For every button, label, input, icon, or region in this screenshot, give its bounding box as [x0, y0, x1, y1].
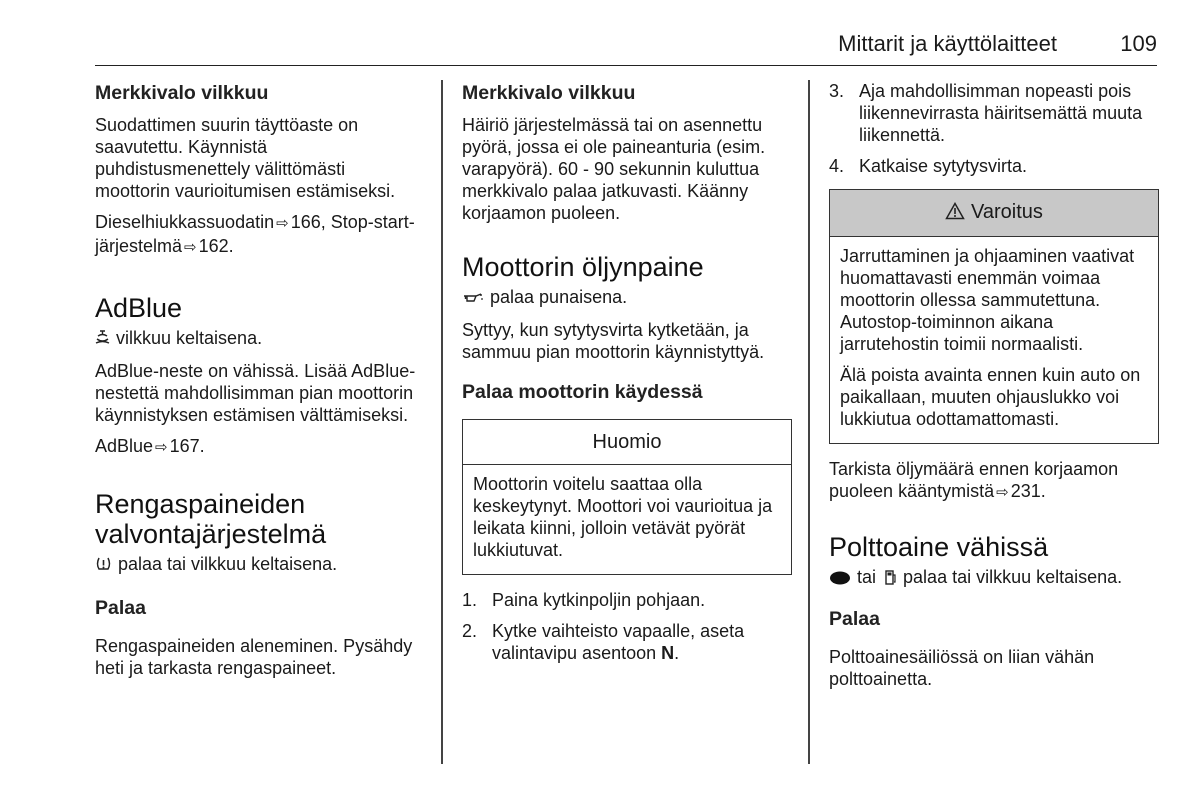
fuel-pump-icon	[885, 568, 897, 590]
section-title: Rengaspaineiden valvontajärjestelmä	[95, 489, 327, 549]
section-title: Polttoaine vähissä	[829, 532, 1049, 562]
tire-pressure-icon	[95, 555, 112, 577]
steps-list	[462, 589, 792, 664]
column-3	[829, 80, 1159, 699]
subsection-heading: Palaa	[95, 597, 146, 619]
cross-reference: AdBlue⇨ 167.	[95, 435, 425, 459]
steps-list	[829, 80, 1159, 177]
note-body: Moottorin voitelu saattaa olla keskeytynyt. Moottori voi vaurioitua ja leikata kiinni, jolloin vetävät pyörät lukkiutuvat.	[473, 474, 773, 560]
paragraph: Polttoainesäiliössä on liian vähän polttoainetta.	[829, 647, 1095, 689]
list-item: 4. Katkaise sytytysvirta.	[829, 156, 1028, 176]
oil-can-icon	[462, 288, 484, 310]
indicator-line: vilkkuu keltaisena.	[95, 327, 425, 351]
page-header	[95, 31, 1157, 66]
column-1	[95, 80, 425, 688]
warning-paragraph: Älä poista avainta ennen kuin auto on paikallaan, muuten ohjauslukko voi lukkiutua odottamattomasti.	[840, 365, 1141, 429]
subsection-heading: Palaa	[829, 608, 880, 630]
cross-reference: Dieselhiukkassuodatin⇨ 166, Stop-start-järjestelmä⇨ 162.	[95, 211, 425, 259]
paragraph: Häiriö järjestelmässä tai on asennettu pyörä, jossa ei ole paineanturia (esim. varapyörä). 60 - 90 sekunnin kuluttua merkkivalo palaa jatkuvasti. Käänny korjaamon puoleen.	[462, 115, 766, 223]
subsection-heading: Palaa moottorin käydessä	[462, 381, 703, 403]
fuel-drop-icon	[829, 568, 851, 590]
column-divider	[441, 80, 443, 764]
paragraph: Syttyy, kun sytytysvirta kytketään, ja sammuu pian moottorin käynnistyttyä.	[462, 320, 765, 362]
warning-box	[829, 189, 1159, 444]
arrow-reference-icon	[182, 236, 199, 256]
cross-reference: Tarkista öljymäärä ennen korjaamon puoleen kääntymistä⇨ 231.	[829, 458, 1159, 504]
note-box	[462, 419, 792, 575]
note-title: Huomio	[463, 420, 791, 465]
section-heading: Merkkivalo vilkkuu	[95, 82, 269, 104]
column-divider	[808, 80, 810, 764]
section-heading: Merkkivalo vilkkuu	[462, 82, 636, 104]
warning-paragraph: Jarruttaminen ja ohjaaminen vaativat huomattavasti enemmän voimaa moottorin ollessa sammutettuna. Autostop-toiminnon aikana jarrutehostin toimii normaalisti.	[840, 246, 1135, 354]
indicator-line: palaa punaisena.	[462, 286, 792, 310]
adblue-icon	[95, 329, 110, 351]
paragraph: Suodattimen suurin täyttöaste on saavutettu. Käynnistä puhdistusmenettely välittömästi moottorin vaurioitumisen estämiseksi.	[95, 115, 396, 201]
indicator-line: palaa tai vilkkuu keltaisena.	[95, 553, 425, 577]
indicator-line: tai palaa tai vilkkuu keltaisena.	[829, 566, 1159, 590]
section-title: AdBlue	[95, 293, 183, 323]
arrow-reference-icon	[153, 436, 170, 456]
arrow-reference-icon	[994, 481, 1011, 501]
column-2	[462, 80, 792, 673]
list-item: 2. Kytke vaihteisto vapaalle, aseta valintavipu asentoon N.	[462, 621, 745, 663]
list-item: 1. Paina kytkinpoljin pohjaan.	[462, 590, 706, 610]
arrow-reference-icon	[274, 212, 291, 232]
warning-title: Varoitus	[830, 190, 1158, 237]
paragraph: Rengaspaineiden aleneminen. Pysähdy heti ja tarkasta rengaspaineet.	[95, 636, 413, 678]
paragraph: AdBlue-neste on vähissä. Lisää AdBlue-nestettä mahdollisimman pian moottorin käynnistyksen estämisen välttämiseksi.	[95, 361, 416, 425]
page-number: 109	[1120, 31, 1157, 56]
warning-triangle-icon	[945, 192, 965, 236]
chapter-title: Mittarit ja käyttölaitteet	[838, 31, 1057, 56]
list-item: 3. Aja mahdollisimman nopeasti pois liikennevirrasta häiritsemättä muuta liikennettä.	[829, 81, 1143, 145]
section-title: Moottorin öljynpaine	[462, 252, 704, 282]
